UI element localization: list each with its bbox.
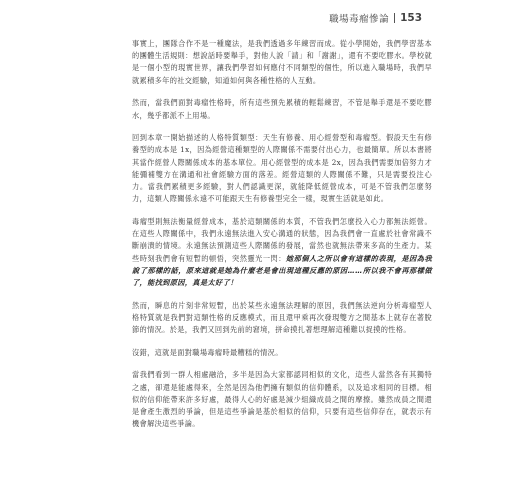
paragraph-text: 回到本章一開始描述的人格特質類型：天生有修養、用心經營型和毒瘤型。假設天生有修養型的成本是 1x，因為經營這種類型的人際關係不需要付出心力，也最簡單。所以本書將其當作經營人際關係成本的基本單位。用心經營型的成本是 2x，因為我們需要加倍努力才能彌補雙方在溝通和社會經驗方面的落差。經營這類的人際關係不難，只是需要投注心力。當我們累積更多經驗，對人們認識更深，就能降低經營成本，可是不管我們怎麼努力，這類人際關係永遠不可能跟天生有修養型完全一樣，現實生活就是如此。 [132, 133, 432, 204]
paragraph-text: 然而，瞬息的片刻非常短暫，出於某些永遠無法理解的原因，我們無法逆向分析毒瘤型人格特質就是我們對這類性格的反應模式，而且還甲乘再次發現雙方之間基本上就存在著脫節的情況。於是，我們又回到先前的窘境，拼命摸扎著想理解這種難以捉摸的性格。 [132, 300, 432, 335]
emphasized-quote: 她那個人之所以會有這樣的表現，是因為我說了那樣的話，原來這就是她為什麼老是會出現這種反應的原因……所以我不會再那樣做了，能找到原因，真是太好了！ [132, 253, 432, 287]
header-divider [394, 13, 395, 23]
paragraph-4 [132, 216, 432, 289]
paragraph-3 [132, 132, 432, 205]
paragraph-2 [132, 97, 432, 121]
body-text [132, 38, 432, 441]
paragraph-text: 事實上，團隊合作不是一種魔法，是我們透過多年練習而成。從小學開始，我們學習基本的團體生活規則：想說話時要舉手，對他人說「請」和「謝謝」，還有不要吃膠水。學校就是一個小型的現實世界，讓我們學習如何應付不同類型的個性，所以進入職場時，我們早就累積多年的社交經驗，知道如何與各種性格的人互動。 [132, 39, 432, 85]
paragraph-5 [132, 300, 432, 337]
paragraph-text: 沒錯，這就是面對職場毒瘤時最糟糕的情況。 [132, 347, 283, 357]
paragraph-text: 毒瘤型則無法衡量經營成本，基於這類關係的本質，不管我們怎麼投入心力都無法經營。在這些人際關係中，我們永遠無法進入安心溝通的狀態，因為我們會一直處於社會常識不斷崩潰的情境。永遠無法預測這些人際關係的發展，當然也就無法帶來多高的生產力。某些時刻我們會有短暫的頓悟，突然靈光一閃： [132, 216, 432, 263]
paragraph-6 [132, 347, 432, 359]
paragraph-7 [132, 369, 432, 430]
paragraph-1 [132, 38, 432, 87]
paragraph-text: 當我們看到一群人相處融洽，多半是因為大家都認同相似的文化，這些人當然各有其獨特之處，卻還是能處得來，全然是因為他們擁有類似的信仰體系，以及追求相同的目標。相似的信仰能帶來許多好處，最得人心的好處是減少組織成員之間的摩擦。雖然成員之間還是會產生激烈的爭論，但是這些爭論是基於相似的信仰，只要有這些信仰存在，就表示有機會解決這些爭論。 [132, 370, 432, 429]
chapter-title: 職場毒瘤慘論 [329, 14, 390, 25]
page-number: 153 [400, 12, 422, 24]
paragraph-text: 然而，當我們面對毒瘤性格時，所有這些預先累積的輕鬆練習，不管是舉手還是不要吃膠水，幾乎都派不上用場。 [132, 98, 432, 120]
running-header [329, 11, 422, 25]
